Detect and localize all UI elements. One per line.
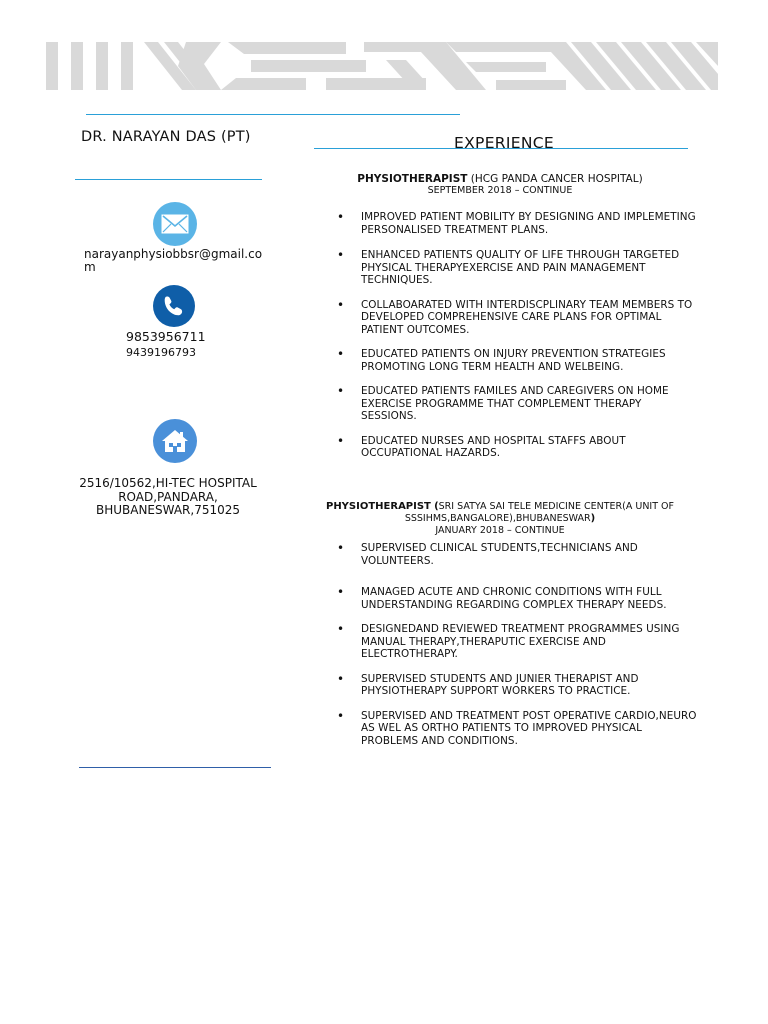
phone-secondary[interactable]: 9439196793 (126, 346, 196, 359)
job-1-dates: SEPTEMBER 2018 – CONTINUE (427, 185, 573, 196)
sidebar-bottom-rule (79, 767, 271, 768)
list-item: • MANAGED ACUTE AND CHRONIC CONDITIONS WITH FULL UNDERSTANDING REGARDING COMPLEX THERAPY NEEDS. (332, 586, 697, 611)
job-1-org-open: ( (470, 173, 475, 185)
candidate-name: DR. NARAYAN DAS (PT) (81, 129, 251, 145)
postal-address: 2516/10562,HI-TEC HOSPITAL ROAD,PANDARA, BHUBANESWAR,751025 (79, 476, 257, 517)
list-item: • COLLABOARATED WITH INTERDISCPLINARY TEAM MEMBERS TO DEVELOPED COMPREHENSIVE CARE PLANS FOR OPTIMAL PATIENT OUTCOMES. (332, 299, 697, 337)
job-2-title-line (318, 501, 682, 525)
list-item: • EDUCATED PATIENTS ON INJURY PREVENTION STRATEGIES PROMOTING LONG TERM HEALTH AND WELBEING. (332, 348, 697, 373)
experience-heading: EXPERIENCE (454, 134, 554, 152)
header-banner-pattern (46, 42, 718, 90)
job-1-bullet-list (332, 211, 697, 460)
job-2-org-close: ) (590, 513, 596, 524)
job-2-dates: JANUARY 2018 – CONTINUE (435, 525, 565, 536)
list-item: • SUPERVISED STUDENTS AND JUNIER THERAPIST AND PHYSIOTHERAPY SUPPORT WORKERS TO PRACTICE. (332, 673, 697, 698)
email-address[interactable]: narayanphysiobbsr@gmail.com (84, 247, 263, 274)
job-1-title-line (330, 173, 670, 185)
job-2-bullet-list (332, 542, 697, 747)
job-1-role: PHYSIOTHERAPIST (357, 173, 468, 185)
list-item: • DESIGNEDAND REVIEWED TREATMENT PROGRAMMES USING MANUAL THERAPY,THERAPUTIC EXERCISE AND ELECTROTHERAPY. (332, 623, 697, 661)
job-2-org-open: ( (434, 501, 439, 512)
list-item: • ENHANCED PATIENTS QUALITY OF LIFE THROUGH TARGETED PHYSICAL THERAPYEXERCISE AND PAIN MANAGEMENT TECHNIQUES. (332, 249, 697, 287)
name-underline-rule (75, 179, 262, 180)
list-item: • SUPERVISED CLINICAL STUDENTS,TECHNICIANS AND VOLUNTEERS. (332, 542, 697, 567)
job-1-org-close: ) (638, 173, 643, 185)
job-1-header (330, 173, 670, 197)
list-item: • EDUCATED NURSES AND HOSPITAL STAFFS ABOUT OCCUPATIONAL HAZARDS. (332, 435, 697, 460)
envelope-icon (153, 202, 197, 246)
job-2-role: PHYSIOTHERAPIST (325, 501, 431, 512)
list-item: • IMPROVED PATIENT MOBILITY BY DESIGNING AND IMPLEMETING PERSONALISED TREATMENT PLANS. (332, 211, 697, 236)
phone-icon (153, 285, 195, 327)
job-2-header (318, 501, 682, 537)
phone-primary[interactable]: 9853956711 (126, 329, 206, 344)
top-rule (86, 114, 460, 115)
job-1-org: HCG PANDA CANCER HOSPITAL (474, 173, 639, 185)
job-2-org: SRI SATYA SAI TELE MEDICINE CENTER(A UNIT OF SSSIHMS,BANGALORE),BHUBANESWAR (404, 501, 674, 524)
list-item: • SUPERVISED AND TREATMENT POST OPERATIVE CARDIO,NEURO AS WEL AS ORTHO PATIENTS TO IMPROVED PHYSICAL PROBLEMS AND CONDITIONS. (332, 710, 697, 748)
list-item: • EDUCATED PATIENTS FAMILES AND CAREGIVERS ON HOME EXERCISE PROGRAMME THAT COMPLEMENT THERAPY SESSIONS. (332, 385, 697, 423)
home-icon (153, 419, 197, 463)
